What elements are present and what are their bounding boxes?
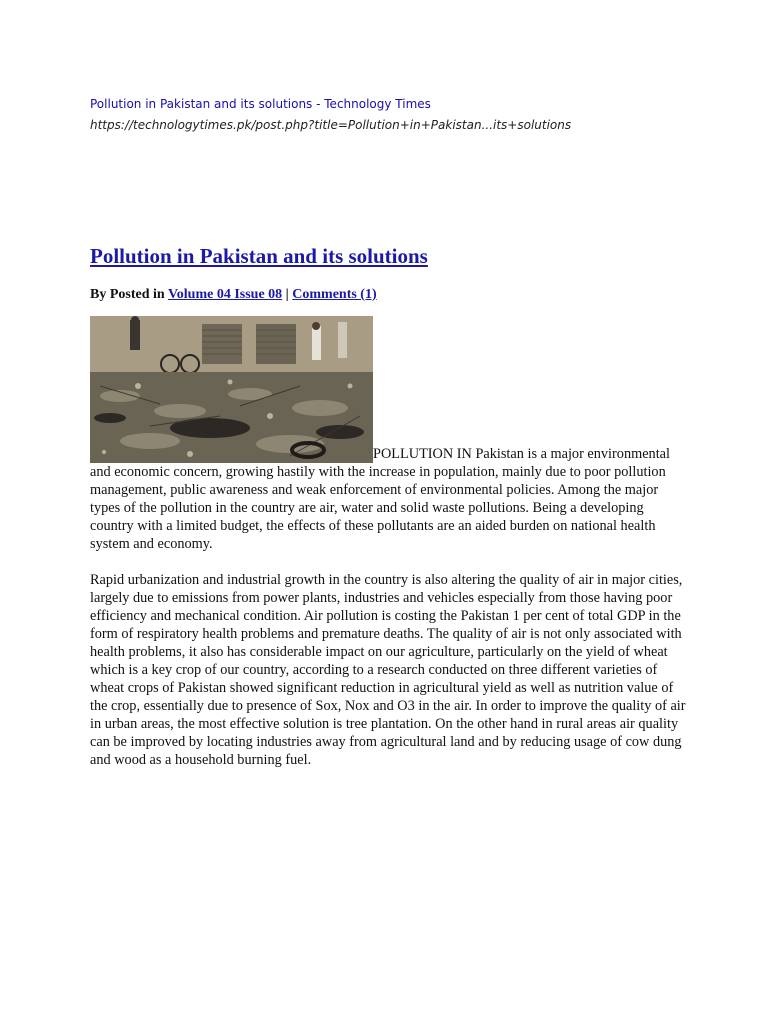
byline-separator: | [285, 287, 289, 302]
article-photo [90, 316, 373, 463]
source-header [90, 96, 730, 134]
article [90, 240, 690, 769]
street-waste-photo-art [90, 316, 373, 463]
comments-link[interactable]: Comments (1) [292, 287, 377, 302]
byline [90, 286, 690, 304]
source-url: https://technologytimes.pk/post.php?title=Pollution+in+Pakistan...its+solutions [90, 118, 572, 132]
source-link[interactable]: Pollution in Pakistan and its solutions - Technology Times [90, 97, 431, 111]
issue-link[interactable]: Volume 04 Issue 08 [167, 287, 283, 302]
paragraph-1: POLLUTION IN Pakistan is a major environmental and economic concern, growing hastily with the increase in population, mainly due to poor pollution management, public awareness and weak enforcement of environmental policies. Among the major types of the pollution in the country are air, water and solid waste pollutions. Being a developing country with a limited budget, the effects of these pollutants are an aided burden on national health system and economy. [90, 446, 670, 552]
paragraph-2: Rapid urbanization and industrial growth in the country is also altering the quality of air in major cities, largely due to emissions from power plants, industries and vehicles especially from those having poor efficiency and mechanical condition. Air pollution is costing the Pakistan 1 per cent of total GDP in the form of respiratory health problems and premature deaths. The quality of air is not only associated with health problems, it also has considerable impact on our agriculture, particularly on the yield of wheat which is a key crop of our country, according to a research conducted on three different varieties of wheat crops of Pakistan showed significant reduction in agricultural yield as well as nutrition value of the crop, essentially due to presence of Sox, Nox and O3 in the air. In order to improve the quality of air in urban areas, the most effective solution is tree plantation. On the other hand in rural areas air quality can be improved by locating industries away from agricultural land and by reducing usage of cow dung and wood as a household burning fuel. [90, 572, 686, 768]
article-title-link[interactable]: Pollution in Pakistan and its solutions [90, 244, 428, 268]
article-body [90, 316, 690, 553]
byline-prefix: By Posted in [90, 287, 165, 302]
